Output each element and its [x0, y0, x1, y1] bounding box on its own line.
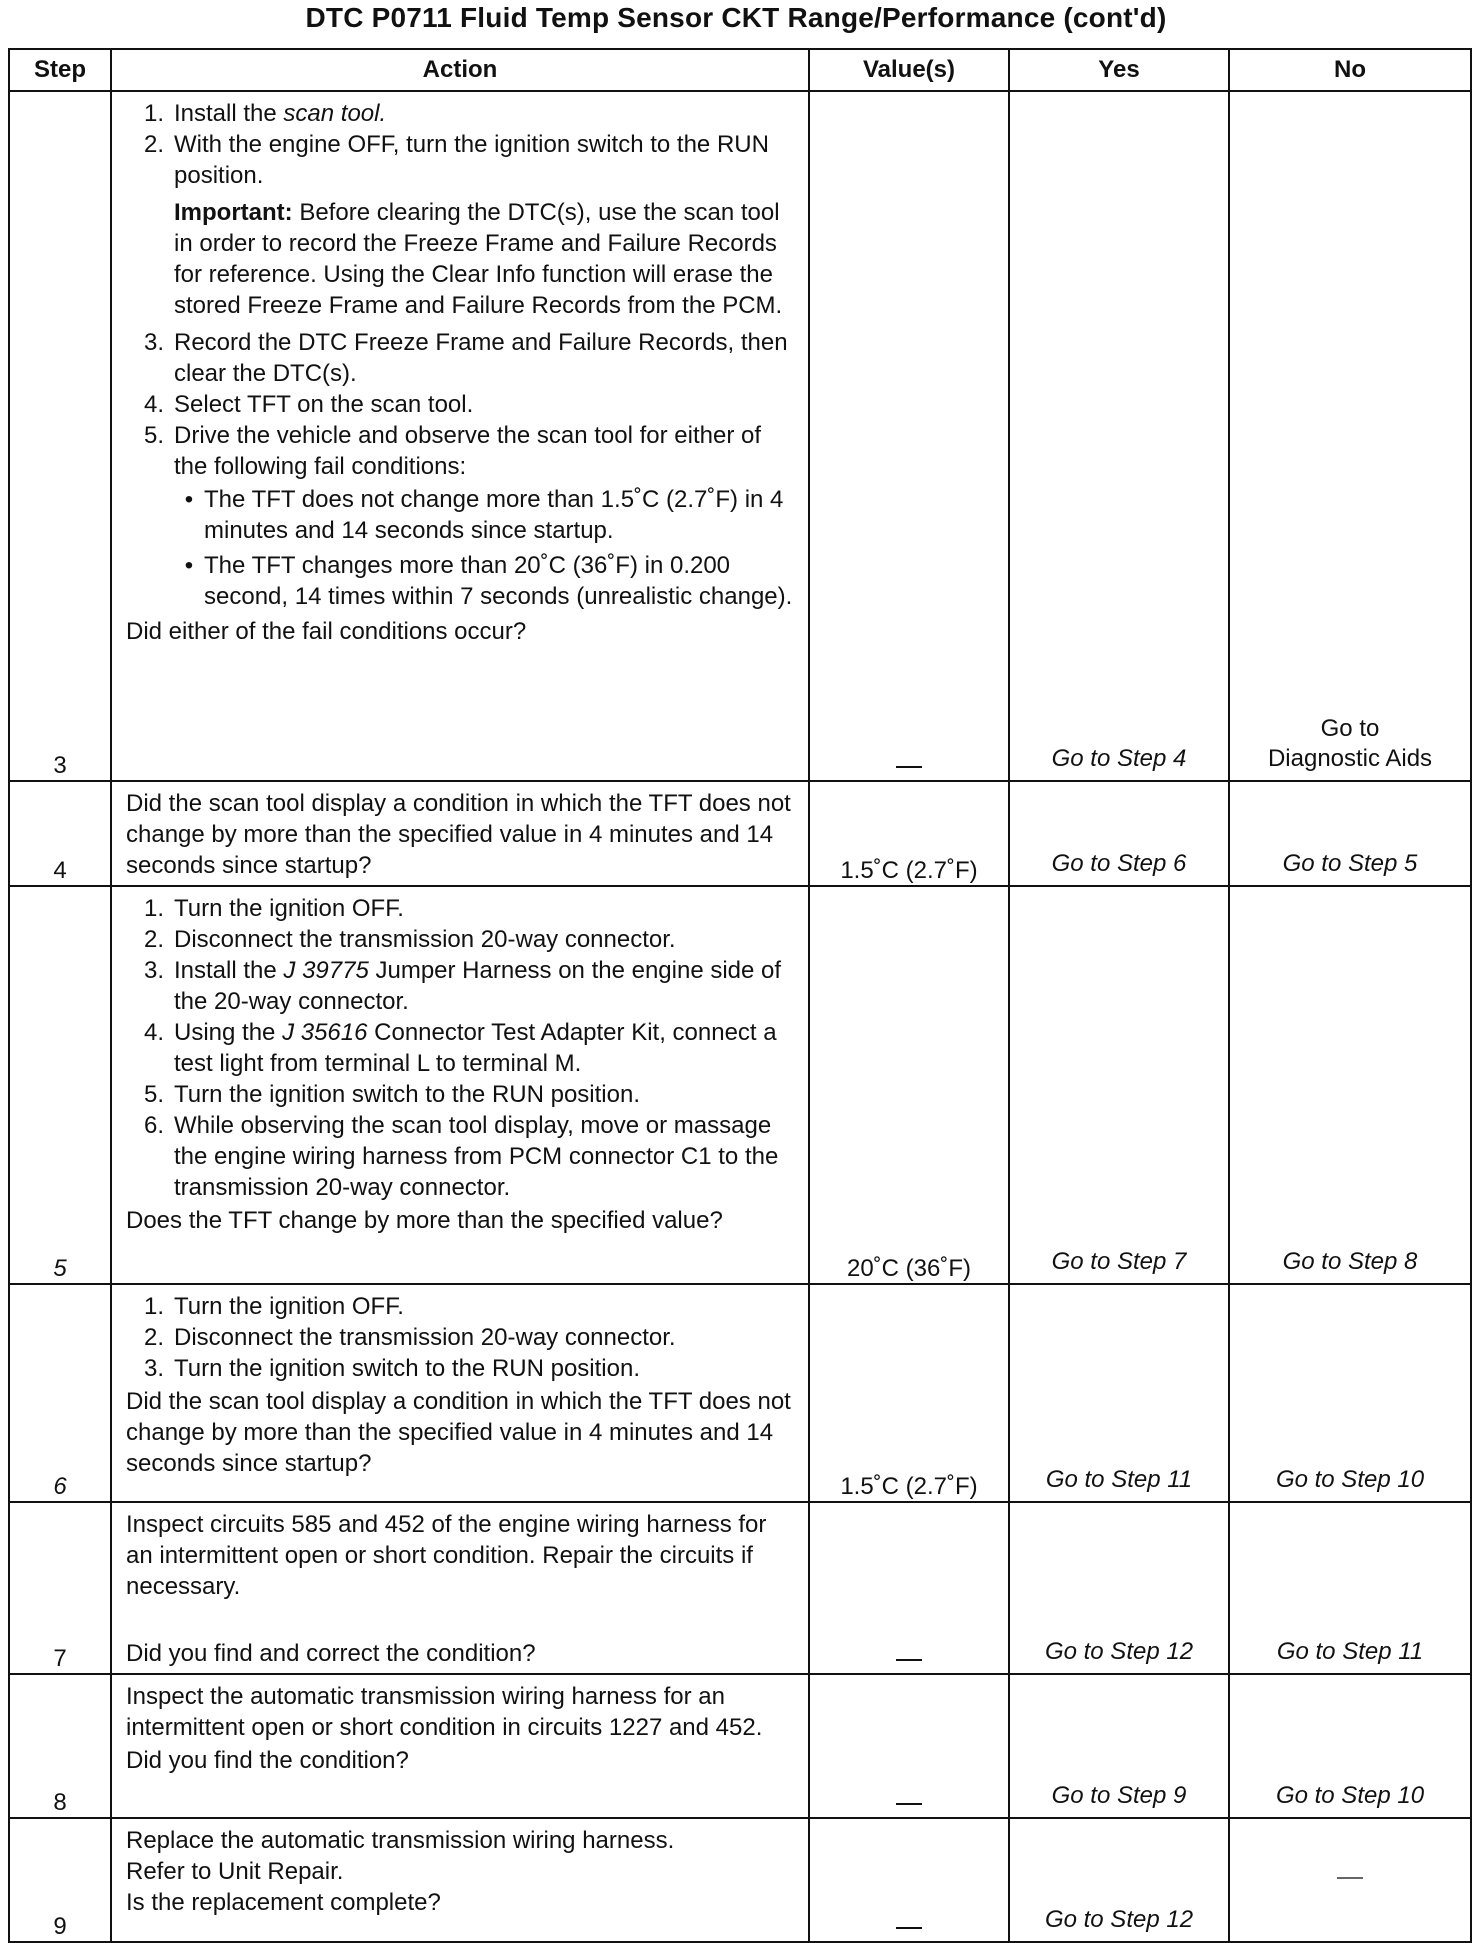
question-text: Did the scan tool display a condition in which the TFT does not change by more than the specified value in 4 minutes and 14 seconds since startup? — [126, 1388, 791, 1477]
instruction-item: 6. While observing the scan tool display, move or massage the engine wiring harness from PCM connector C1 to the transmission 20-way connector. — [143, 1112, 779, 1201]
instruction-item: 5. Turn the ignition switch to the RUN position. — [143, 1081, 640, 1108]
instruction-text: Replace the automatic transmission wiring harness. — [126, 1827, 675, 1854]
instruction-item: 2. With the engine OFF, turn the ignition switch to the RUN position. — [143, 131, 769, 189]
no-cell — [1229, 1674, 1471, 1818]
table-row-step-9 — [9, 1818, 1471, 1942]
value-cell: 20˚C (36˚F) — [809, 886, 1009, 1284]
instruction-item: 3. Record the DTC Freeze Frame and Failure Records, then clear the DTC(s). — [143, 329, 788, 387]
step-number: 7 — [9, 1502, 111, 1674]
header-action: Action — [111, 49, 809, 91]
action-cell — [111, 91, 809, 781]
value-cell — [809, 1818, 1009, 1942]
table-row-step-3 — [9, 91, 1471, 781]
instruction-item: 3. Turn the ignition switch to the RUN position. — [143, 1355, 640, 1382]
no-link-line2[interactable]: Diagnostic Aids — [1267, 745, 1433, 772]
yes-link[interactable]: Go to Step 11 — [1045, 1466, 1193, 1493]
step-number: 3 — [9, 91, 111, 781]
action-cell — [111, 1818, 809, 1942]
header-row — [9, 49, 1471, 91]
header-no: No — [1229, 49, 1471, 91]
page-title: DTC P0711 Fluid Temp Sensor CKT Range/Performance (cont'd) — [305, 2, 1167, 33]
instruction-item: 2. Disconnect the transmission 20-way connector. — [143, 926, 676, 953]
value-cell — [809, 1502, 1009, 1674]
yes-link[interactable]: Go to Step 4 — [1051, 745, 1187, 772]
step-number: 9 — [9, 1818, 111, 1942]
dash-icon — [896, 1803, 922, 1805]
question-text: Is the replacement complete? — [126, 1889, 441, 1916]
bullet-icon: • — [184, 552, 194, 579]
yes-cell — [1009, 781, 1229, 886]
dash-icon — [896, 1659, 922, 1661]
table-row-step-8 — [9, 1674, 1471, 1818]
instruction-list — [126, 1291, 798, 1384]
value-cell — [809, 1674, 1009, 1818]
step-number: 5 — [9, 886, 111, 1284]
instruction-text: Inspect circuits 585 and 452 of the engine wiring harness for an intermittent open or short condition. Repair the circuits if necessary. — [126, 1511, 767, 1600]
question-text: Did you find the condition? — [126, 1747, 409, 1774]
table-row-step-7 — [9, 1502, 1471, 1674]
no-link[interactable]: Go to Step 10 — [1275, 1782, 1425, 1809]
question-text: Did you find and correct the condition? — [126, 1640, 536, 1667]
instruction-list — [126, 327, 798, 482]
header-step: Step — [9, 49, 111, 91]
question-text: Did the scan tool display a condition in which the TFT does not change by more than the specified value in 4 minutes and 14 seconds since startup? — [126, 790, 791, 879]
action-cell — [111, 781, 809, 886]
action-cell — [111, 886, 809, 1284]
no-link[interactable]: Go to Step 11 — [1276, 1638, 1424, 1665]
yes-cell — [1009, 1284, 1229, 1502]
bullet-icon: • — [184, 486, 194, 513]
no-cell — [1229, 886, 1471, 1284]
yes-cell — [1009, 91, 1229, 781]
instruction-item: 4. Select TFT on the scan tool. — [143, 391, 474, 418]
value-cell: 1.5˚C (2.7˚F) — [809, 1284, 1009, 1502]
dash-icon — [1337, 1877, 1363, 1879]
yes-cell — [1009, 1818, 1229, 1942]
no-cell — [1229, 1818, 1471, 1942]
yes-cell — [1009, 886, 1229, 1284]
instruction-list — [126, 893, 798, 1203]
diagnostic-table — [8, 48, 1472, 1943]
instruction-item: 5. Drive the vehicle and observe the scan tool for either of the following fail conditions: — [143, 422, 761, 480]
instruction-item: 1. Turn the ignition OFF. — [143, 1293, 404, 1320]
no-cell — [1229, 1502, 1471, 1674]
no-cell — [1229, 91, 1471, 781]
table-row-step-6 — [9, 1284, 1471, 1502]
yes-cell — [1009, 1674, 1229, 1818]
value-cell: 1.5˚C (2.7˚F) — [809, 781, 1009, 886]
step-number: 4 — [9, 781, 111, 886]
header-yes: Yes — [1009, 49, 1229, 91]
value-cell — [809, 91, 1009, 781]
instruction-item: 1. Turn the ignition OFF. — [143, 895, 404, 922]
no-cell — [1229, 781, 1471, 886]
yes-link[interactable]: Go to Step 9 — [1051, 1782, 1187, 1809]
dash-icon — [896, 1927, 922, 1929]
yes-link[interactable]: Go to Step 12 — [1044, 1638, 1194, 1665]
action-cell — [111, 1674, 809, 1818]
instruction-text: Refer to Unit Repair. — [126, 1858, 344, 1885]
yes-link[interactable]: Go to Step 6 — [1051, 850, 1187, 877]
instruction-list — [126, 98, 798, 191]
question-text: Does the TFT change by more than the specified value? — [126, 1207, 723, 1234]
yes-cell — [1009, 1502, 1229, 1674]
instruction-item: 4. Using the J 35616 Connector Test Adapter Kit, connect a test light from terminal L to terminal M. — [143, 1019, 777, 1077]
instruction-text: Inspect the automatic transmission wiring harness for an intermittent open or short condition in circuits 1227 and 452. — [126, 1683, 763, 1741]
yes-link[interactable]: Go to Step 12 — [1044, 1906, 1194, 1933]
table-row-step-4 — [9, 781, 1471, 886]
header-values: Value(s) — [809, 49, 1009, 91]
important-note: Important: Before clearing the DTC(s), use the scan tool in order to record the Freeze Frame and Failure Records for reference. Using the Clear Info function will erase the stored Freeze Frame and Failure Records from the PCM. — [174, 199, 783, 319]
dash-icon — [896, 766, 922, 768]
instruction-item: 3. Install the J 39775 Jumper Harness on the engine side of the 20-way connector. — [143, 957, 782, 1015]
instruction-item: 2. Disconnect the transmission 20-way connector. — [143, 1324, 676, 1351]
no-link[interactable]: Go to Step 5 — [1282, 850, 1418, 877]
step-number: 8 — [9, 1674, 111, 1818]
no-link-line1[interactable]: Go to — [1320, 715, 1380, 742]
bullet-item: • The TFT does not change more than 1.5˚C (2.7˚F) in 4 minutes and 14 seconds since startup. — [174, 484, 798, 546]
fail-conditions-list — [174, 484, 798, 612]
no-link[interactable]: Go to Step 8 — [1282, 1248, 1418, 1275]
action-cell — [111, 1502, 809, 1674]
action-cell — [111, 1284, 809, 1502]
no-cell — [1229, 1284, 1471, 1502]
yes-link[interactable]: Go to Step 7 — [1051, 1248, 1187, 1275]
table-row-step-5 — [9, 886, 1471, 1284]
question-text: Did either of the fail conditions occur? — [126, 618, 527, 645]
no-link[interactable]: Go to Step 10 — [1275, 1466, 1425, 1493]
bullet-item: • The TFT changes more than 20˚C (36˚F) in 0.200 second, 14 times within 7 seconds (unrealistic change). — [174, 550, 798, 612]
step-number: 6 — [9, 1284, 111, 1502]
instruction-item: 1. Install the scan tool. — [143, 100, 387, 127]
